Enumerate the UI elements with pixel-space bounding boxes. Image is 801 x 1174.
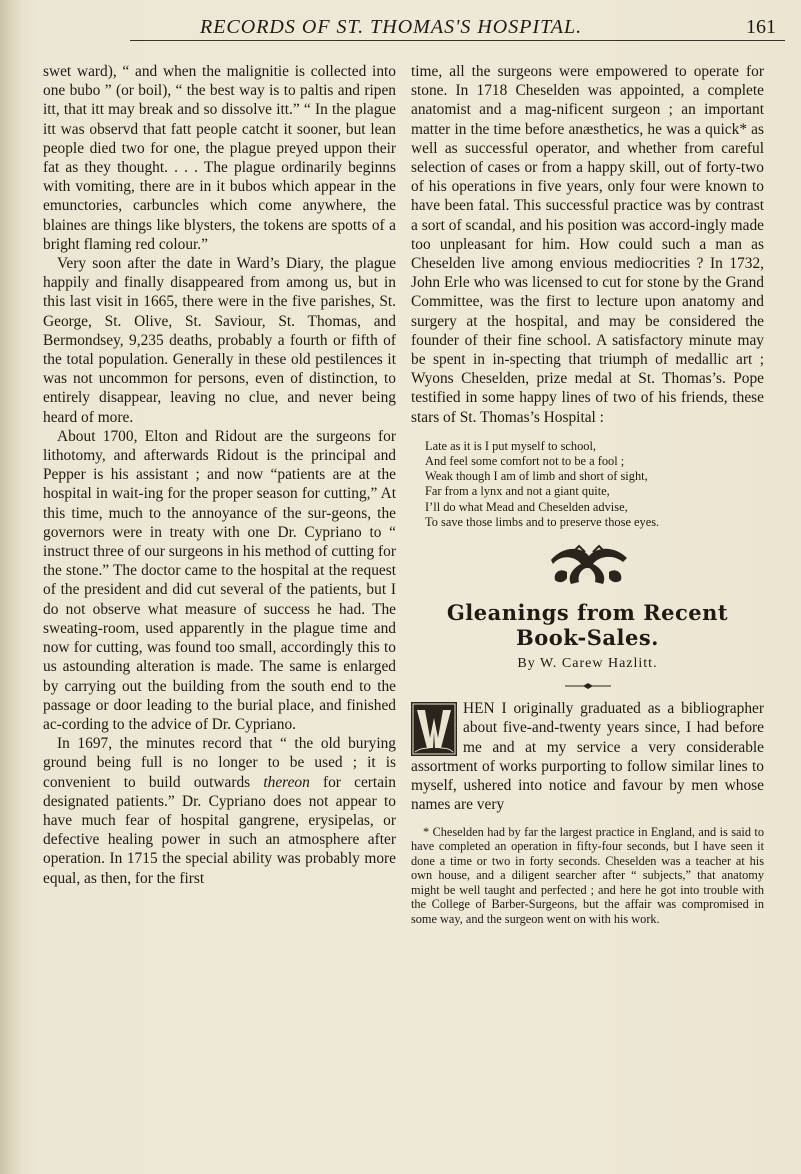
section-title <box>411 600 764 650</box>
page-edge-shadow <box>0 0 22 1174</box>
verse-line: I’ll do what Mead and Cheselden advise, <box>425 499 628 514</box>
text-run: In 1697, the minutes record that “ the old burying ground being full is no longer to be used ; it is convenient to build outwards <box>43 735 396 791</box>
page-header <box>40 16 780 52</box>
decorative-ornament <box>543 542 633 588</box>
section-title-line: Gleanings from Recent <box>446 600 729 626</box>
section-title-line: Book-Sales. <box>516 625 659 651</box>
paragraph-text: HEN I originally graduated as a bibliographer about five-and-twenty years since, I had before me and at my service a very considerable assortment of works purporting to follow similar lines to myself, ushered into notice and favour by men whose names are very <box>411 700 764 814</box>
divider-ornament <box>563 681 613 691</box>
italic-word: thereon <box>263 773 310 791</box>
paragraph: About 1700, Elton and Ridout are the surgeons for lithotomy, and afterwards Ridout is the principal and Pepper is his assistant ; and now “patients are at the hospital in wait-ing for the proper season for cutting,” At this time, much to the annoyance of the sur-geons, the governors were in treaty with one Dr. Cypriano to “ instruct three of our surgeons in his method of cutting for the stone.” The doctor came to the hospital at the request of the president and did cut several of the patients, but I do not observe what measure of success he had. The sweating-room, used apparently in the plague time and now for cutting, was found too small, accordingly this to us astounding alteration is made. The same is enlarged by carrying out the building from the south end to the passage or door leading to the burial place, and finished ac-cording to the advice of Dr. Cypriano. <box>43 427 396 733</box>
drop-cap <box>411 702 457 756</box>
byline: By W. Carew Hazlitt. <box>517 656 658 672</box>
verse-block <box>425 439 764 530</box>
verse-line: Far from a lynx and not a giant quite, <box>425 484 610 499</box>
verse-line: Weak though I am of limb and short of sight, <box>425 469 648 484</box>
text-run: for certain designated patients.” Dr. Cypriano does not appear to have much fear of hospital gangrene, erysipelas, or defective healing power in such an atmosphere after operation. In 1715 the special ability was probably more equal, as then, for the first <box>43 773 396 887</box>
opening-paragraph <box>411 699 764 814</box>
verse-line: To save those limbs and to preserve those eyes. <box>425 514 660 529</box>
left-column <box>43 62 396 888</box>
paragraph: Very soon after the date in Ward’s Diary, the plague happily and finally disappeared from among us, but in this last visit in 1665, there were in the five parishes, St. George, St. Olive, St. Saviour, St. Thomas, and Bermondsey, 9,235 deaths, probably a fourth or fifth of the total population. Generally in these old pestilences it was not uncommon for persons, even of distinction, to entirely disappear, leaving no clue, and never being heard of more. <box>43 255 396 426</box>
page-number: 161 <box>746 16 776 38</box>
right-column <box>411 62 764 927</box>
header-rule <box>130 40 785 41</box>
paragraph <box>43 734 396 888</box>
verse-line: Late as it is I put myself to school, <box>425 438 597 453</box>
verse-line: And feel some comfort not to be a fool ; <box>425 454 625 469</box>
footnote: * Cheselden had by far the largest practice in England, and is said to have completed an operation in fifty-four seconds, but I have seen it done a time or two in forty seconds. Cheselden was a teacher at his own house, and a diligent searcher after “ subjects,” that anatomy might be well taught and perfected ; and here he got into trouble with the College of Barber-Surgeons, but the affair was compromised in some way, and the surgeon went on with his work. <box>411 824 764 927</box>
paragraph: time, all the surgeons were empowered to operate for stone. In 1718 Cheselden was appointed, a complete anatomist and a mag-nificent surgeon ; an important matter in the time before anæsthetics, he was a quick* as well as successful operator, and whether from careful selection of cases or from a happy skill, out of forty-two of his operations in five years, only four were known to have been fatal. This successful practice was by contrast a sort of scandal, and his position was accord-ingly made too unpleasant for him. How could such a man as Cheselden live among envious mediocrities ? In 1732, John Erle who was licensed to cut for stone by the Grand Committee, was the first to lecture upon anatomy and surgery at the hospital, and may be considered the founder of their fine school. A satisfactory minute may be spent in in-specting that triumph of medallic art ; Wyons Cheselden, prize medal at St. Thomas’s. Pope testified in some happy lines of two of his friends, these stars of St. Thomas’s Hospital : <box>411 63 764 426</box>
drop-cap-letter-w <box>411 702 457 756</box>
running-head: RECORDS OF ST. THOMAS'S HOSPITAL. <box>200 16 583 38</box>
paragraph: swet ward), “ and when the malignitie is collected into one bubo ” (or boil), “ the best way is to paltis and ripen itt, that itt may break and so dissolve itt.” “ In the plague itt was observd that fatt people catcht it sooner, but lean people died two for one, the plague preyed uppon their fat as they thought. . . . The plague ordinarily beginns with vomiting, there are in it bubos which appear in the emunctories, carbuncles which come anywhere, the blaines are things like blysters, the tokens are spotts of a bright flaming red colour.” <box>43 63 396 253</box>
